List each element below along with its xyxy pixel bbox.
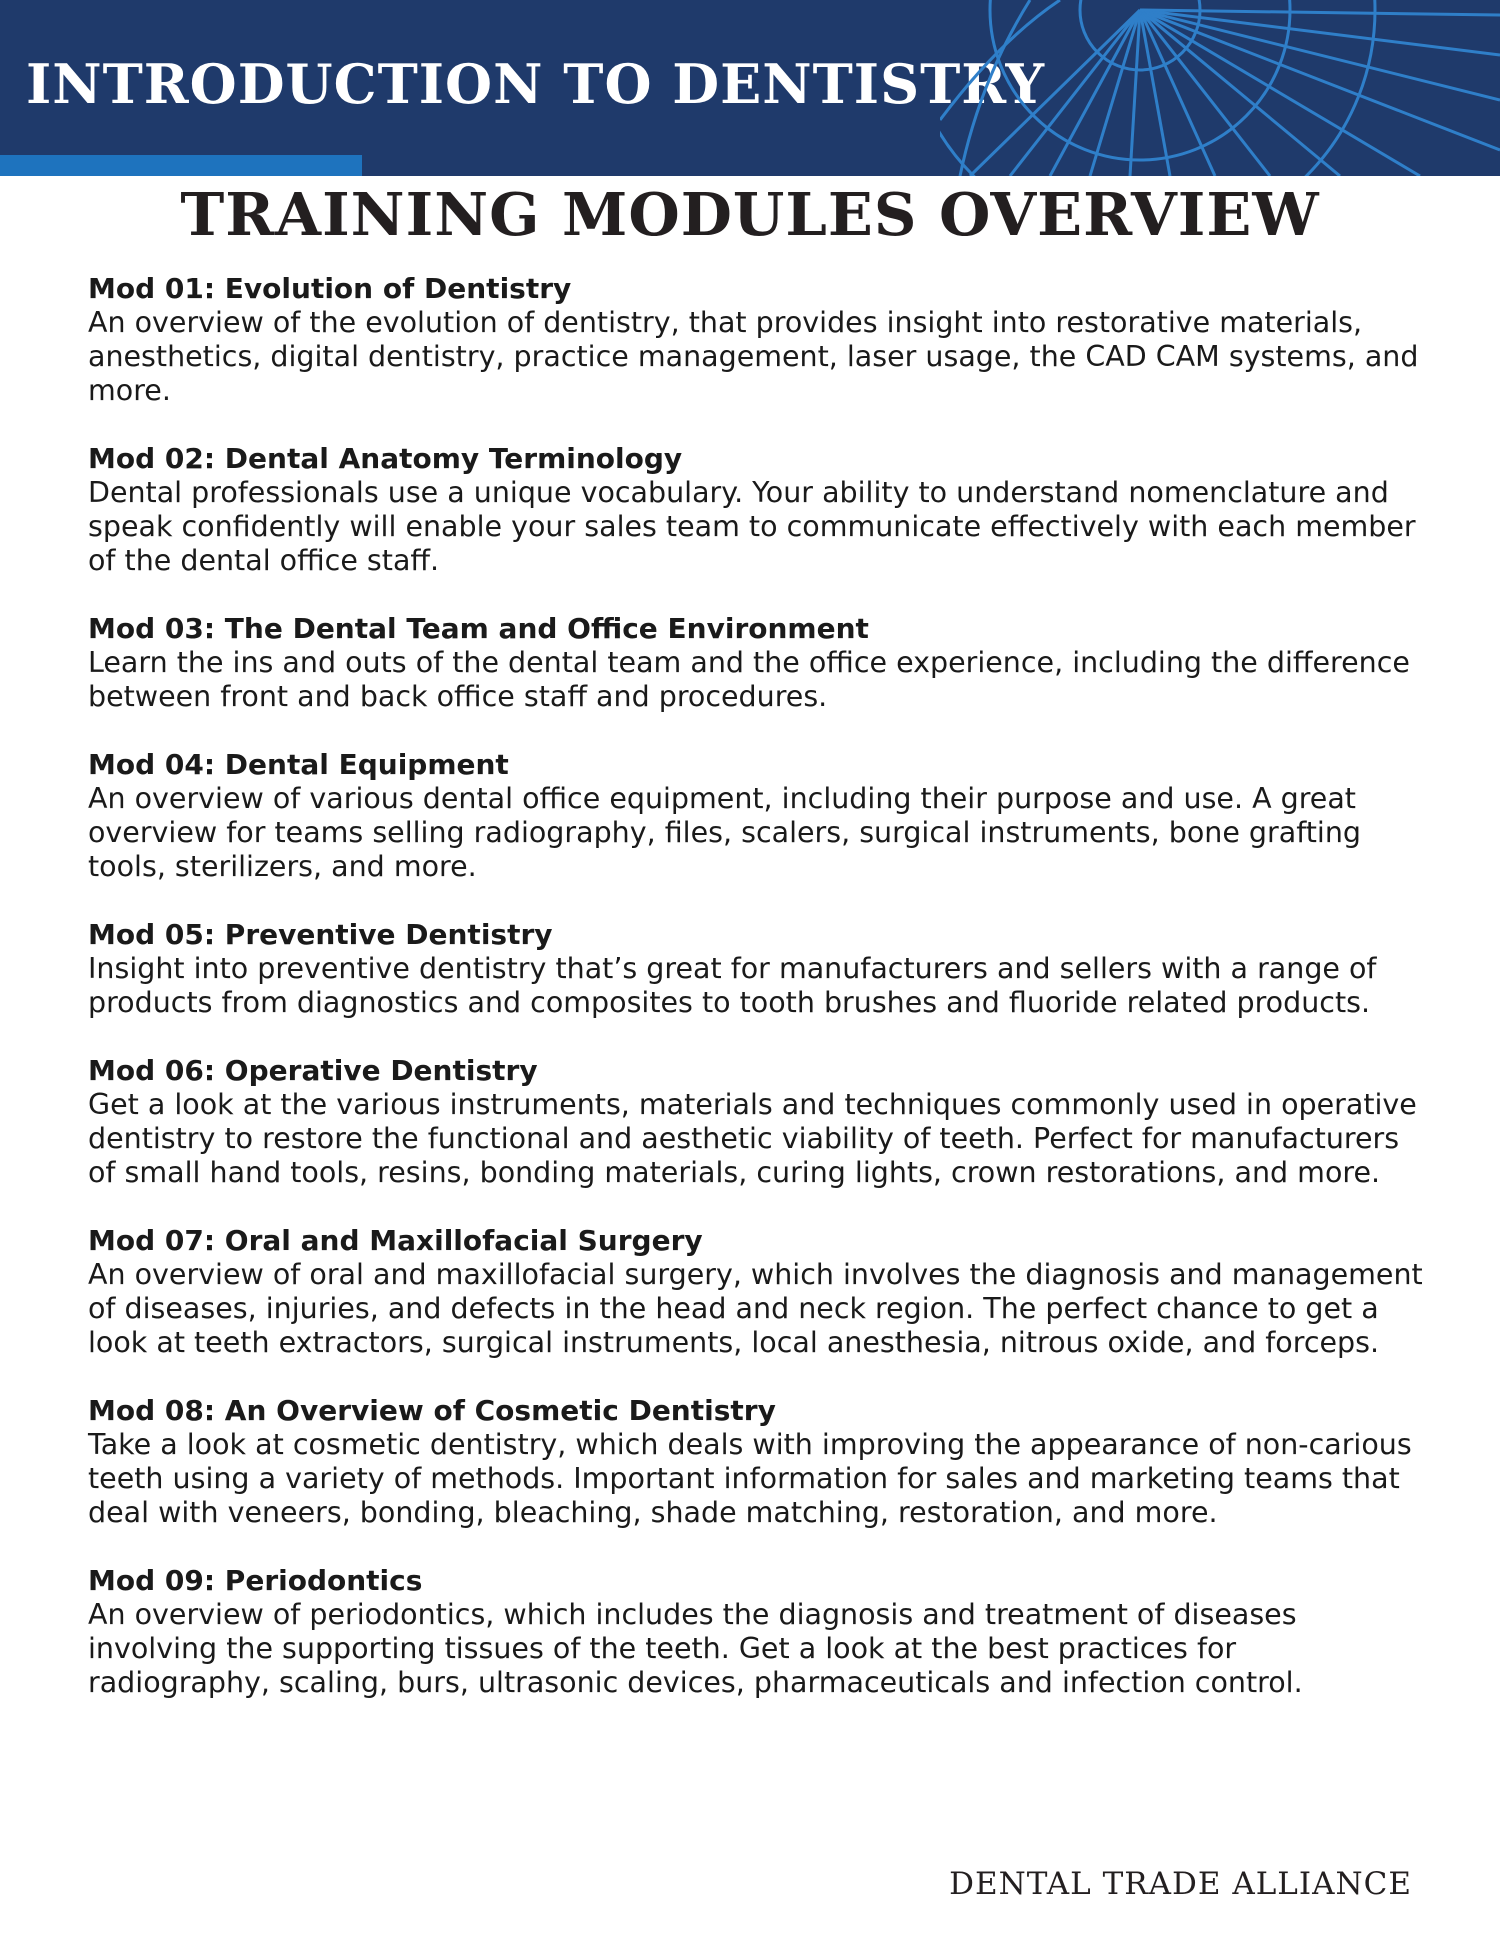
module-description: An overview of oral and maxillofacial surgery, which involves the diagnosis and management of diseases, injuries, and defects in the head and neck region. The perfect chance to get a look at teeth extractors, surgical instruments, local anesthesia, nitrous oxide, and forceps. (88, 1258, 1423, 1359)
module-item (88, 1564, 1423, 1700)
page-heading: TRAINING MODULES OVERVIEW (180, 180, 1320, 249)
module-item (88, 442, 1423, 578)
module-title: Mod 05: Preventive Dentistry (88, 918, 553, 951)
module-item (88, 918, 1423, 1020)
module-title: Mod 01: Evolution of Dentistry (88, 272, 572, 305)
module-title: Mod 02: Dental Anatomy Terminology (88, 442, 683, 475)
header-accent-bar (0, 155, 362, 176)
module-title: Mod 03: The Dental Team and Office Environment (88, 612, 869, 645)
module-title: Mod 09: Periodontics (88, 1564, 423, 1597)
module-title: Mod 06: Operative Dentistry (88, 1054, 538, 1087)
module-item (88, 748, 1423, 884)
module-item (88, 1224, 1423, 1360)
module-description: An overview of various dental office equipment, including their purpose and use. A great overview for teams selling radiography, files, scalers, surgical instruments, bone grafting tools, sterilizers, and more. (88, 782, 1361, 883)
modules-list (88, 272, 1423, 1700)
header-title: INTRODUCTION TO DENTISTRY (26, 52, 1046, 116)
module-description: Dental professionals use a unique vocabulary. Your ability to understand nomenclature and speak confidently will enable your sales team to communicate effectively with each member of the dental office staff. (88, 476, 1416, 577)
module-item (88, 612, 1423, 714)
footer-brand: DENTAL TRADE ALLIANCE (949, 1866, 1412, 1902)
module-description: An overview of the evolution of dentistry, that provides insight into restorative materials, anesthetics, digital dentistry, practice management, laser usage, the CAD CAM systems, and more. (88, 306, 1419, 407)
module-item (88, 1394, 1423, 1530)
module-description: Get a look at the various instruments, materials and techniques commonly used in operative dentistry to restore the functional and aesthetic viability of teeth. Perfect for manufacturers of small hand tools, resins, bonding materials, curing lights, crown restorations, and more. (88, 1088, 1417, 1189)
module-description: Take a look at cosmetic dentistry, which deals with improving the appearance of non-carious teeth using a variety of methods. Important information for sales and marketing teams that deal with veneers, bonding, bleaching, shade matching, restoration, and more. (88, 1428, 1412, 1529)
module-description: Insight into preventive dentistry that’s great for manufacturers and sellers with a range of products from diagnostics and composites to tooth brushes and fluoride related products. (88, 952, 1377, 1019)
module-description: An overview of periodontics, which includes the diagnosis and treatment of diseases involving the supporting tissues of the teeth. Get a look at the best practices for radiography, scaling, burs, ultrasonic devices, pharmaceuticals and infection control. (88, 1598, 1303, 1699)
module-title: Mod 07: Oral and Maxillofacial Surgery (88, 1224, 703, 1257)
module-item (88, 1054, 1423, 1190)
module-item (88, 272, 1423, 408)
module-title: Mod 08: An Overview of Cosmetic Dentistry (88, 1394, 776, 1427)
module-title: Mod 04: Dental Equipment (88, 748, 509, 781)
header-band (0, 0, 1500, 176)
module-description: Learn the ins and outs of the dental team and the office experience, including the difference between front and back office staff and procedures. (88, 646, 1410, 713)
globe-grid-icon (940, 0, 1500, 176)
